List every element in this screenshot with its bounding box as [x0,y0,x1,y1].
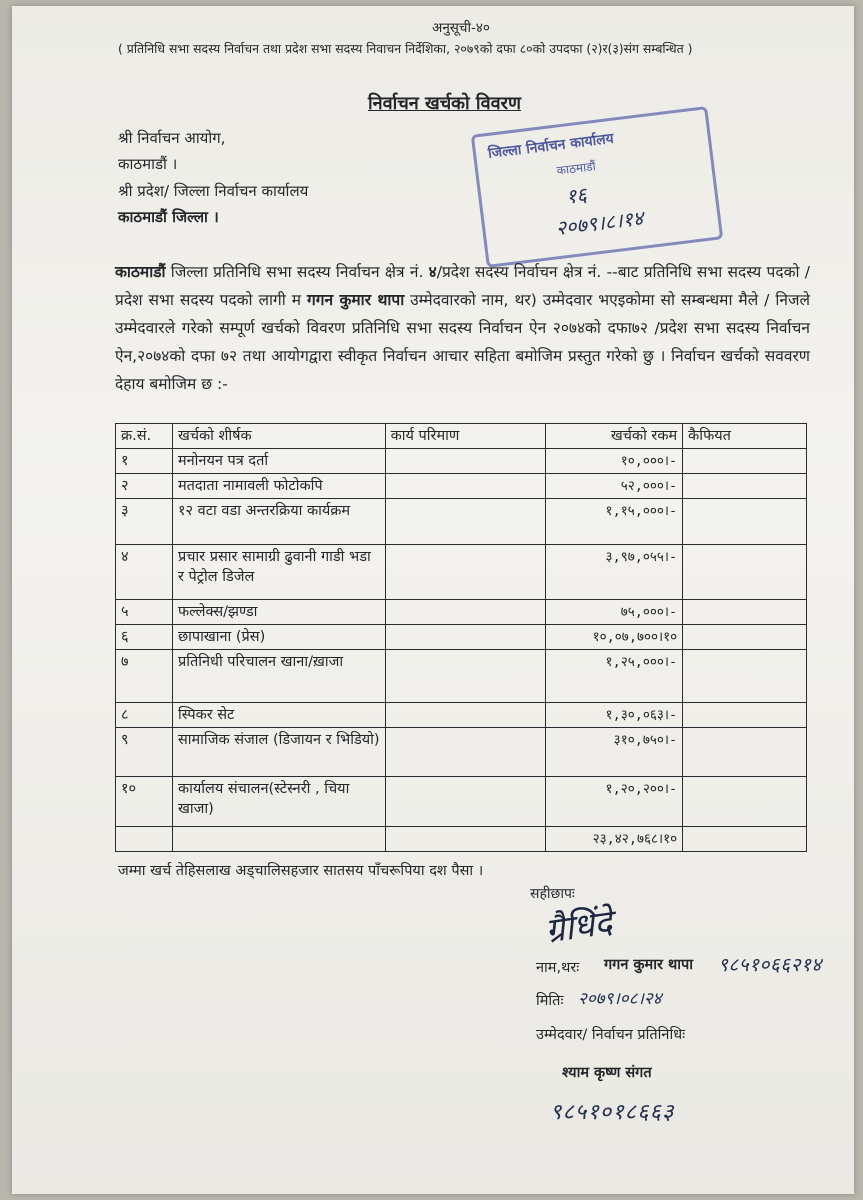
total-amount: २३,४२,७६८।१० [546,827,683,852]
table-row [116,600,807,625]
row-remarks [683,728,807,777]
annex-label: अनुसूची-४० [432,20,490,36]
representative-phone: ९८५१०१८६६३ [550,1100,675,1125]
table-row [116,625,807,650]
row-remarks [683,600,807,625]
row-sn: ३ [116,499,173,545]
table-row [116,703,807,728]
row-sn: २ [116,474,173,499]
row-title: प्रचार प्रसार सामाग्री ढुवानी गाडी भडा र पेट्रोल डिजेल [172,545,385,600]
row-sn: ८ [116,703,173,728]
table-row [116,728,807,777]
district-name: काठमाडौं [115,263,166,281]
row-amount: १,२५,०००।- [546,650,683,703]
row-quantity [385,777,546,827]
address-line-4: काठमाडौं जिल्ला । [118,208,219,226]
table-row [116,545,807,600]
table-row [116,474,807,499]
row-amount: ५२,०००।- [546,474,683,499]
row-sn: ९ [116,728,173,777]
expense-table [115,423,807,852]
row-amount: १,२०,२००।- [546,777,683,827]
row-title: १२ वटा वडा अन्तरक्रिया कार्यक्रम [172,499,385,545]
row-title: मनोनयन पत्र दर्ता [172,449,385,474]
row-quantity [385,449,546,474]
row-remarks [683,777,807,827]
address-line-2: काठमाडौं । [118,155,178,173]
name-label: नाम,थरः [536,960,580,976]
row-amount: १०,०७,७००।१० [546,625,683,650]
paragraph-text-3: उम्मेदवारको नाम, थर) उम्मेदवार भएइकोमा सो सम्बन्धमा मैले / निजले उम्मेदवारले गरेको सम्पूर्ण खर्चको विवरण प्रतिनिधि सभा सदस्य निर्वाचन ऐन २०७४को दफा७२ /प्रदेश सभा सदस्य निर्वाचन ऐन,२०७४को दफा ७२ तथा आयोगद्वारा स्वीकृत निर्वाचन आचार सहिता बमोजिम प्रस्तुत गरेको छु । निर्वाचन खर्चको सववरण देहाय बमोजिम छ :- [115,291,810,393]
row-amount: १,१५,०००।- [546,499,683,545]
stamp-number: १६ [564,182,589,209]
row-title: कार्यालय संचालन(स्टेस्नरी , चिया खाजा) [172,777,385,827]
row-title: छापाखाना (प्रेस) [172,625,385,650]
row-quantity [385,728,546,777]
row-sn: ५ [116,600,173,625]
date-label: मितिः [536,993,564,1009]
total-empty-cell [683,827,807,852]
table-total-row [116,827,807,852]
representative-name: श्याम कृष्ण संगत [562,1065,652,1081]
row-quantity [385,625,546,650]
row-sn: ७ [116,650,173,703]
row-quantity [385,703,546,728]
signature-label: सहीछापः [530,886,575,902]
table-row [116,449,807,474]
row-remarks [683,499,807,545]
signer-name: गगन कुमार थापा [604,957,693,973]
row-amount: १,३०,०६३।- [546,703,683,728]
row-quantity [385,474,546,499]
header-amount: खर्चको रकम [546,424,683,449]
row-quantity [385,545,546,600]
paragraph-text-2: /प्रदेश सदस्य निर्वाचन क्षेत्र नं. --बाट प्रतिनिधि सभा सदस्य पदको / प्रदेश सभा सदस्य पदको लागी म [115,263,810,309]
signer-phone: ९८५१०६६२१४ [718,954,822,976]
row-title: फल्लेक्स/झण्डा [172,600,385,625]
row-sn: १ [116,449,173,474]
row-remarks [683,474,807,499]
row-sn: ४ [116,545,173,600]
constituency-number: ४ [428,263,437,281]
row-quantity [385,600,546,625]
total-empty-cell [116,827,173,852]
address-line-1: श्री निर्वाचन आयोग, [118,129,226,147]
row-quantity [385,499,546,545]
row-title: स्पिकर सेट [172,703,385,728]
total-empty-cell [172,827,385,852]
row-remarks [683,449,807,474]
reference-text: ( प्रतिनिधि सभा सदस्य निर्वाचन तथा प्रदेश सभा सदस्य निवाचन निर्देशिका, २०७९को दफा ८०को उपदफा (२)र(३)संग सम्बन्धित ) [118,41,693,56]
row-amount: १०,०००।- [546,449,683,474]
row-amount: ३१०,७५०।- [546,728,683,777]
header-quantity: कार्य परिमाण [385,424,546,449]
table-row [116,650,807,703]
signed-date: २०७९।०८।२४ [578,989,662,1009]
declaration-paragraph [115,258,810,398]
signature-mark: ग्रैधिंदे [542,902,615,952]
stamp-location: काठमाडौं [555,159,597,178]
candidate-name: गगन कुमार थापा [307,291,405,309]
table-header-row [116,424,807,449]
row-quantity [385,650,546,703]
table-row [116,499,807,545]
row-sn: १० [116,777,173,827]
header-title: खर्चको शीर्षक [172,424,385,449]
stamp-date: २०७९।८।१४ [554,205,645,241]
row-title: मतदाता नामावली फोटोकपि [172,474,385,499]
header-remarks: कैफियत [683,424,807,449]
row-remarks [683,625,807,650]
row-sn: ६ [116,625,173,650]
row-amount: ३,९७,०५५।- [546,545,683,600]
page-title: निर्वाचन खर्चको विवरण [368,93,521,114]
paragraph-text-1: जिल्ला प्रतिनिधि सभा सदस्य निर्वाचन क्षेत्र नं. [165,263,429,281]
total-empty-cell [385,827,546,852]
row-title: सामाजिक संजाल (डिजायन र भिडियो) [172,728,385,777]
address-line-3: श्री प्रदेश/ जिल्ला निर्वाचन कार्यालय [118,182,309,200]
row-amount: ७५,०००।- [546,600,683,625]
header-sn: क्र.सं. [116,424,173,449]
row-remarks [683,545,807,600]
stamp-office: जिल्ला निर्वाचन कार्यालय [487,130,615,162]
row-remarks [683,703,807,728]
row-title: प्रतिनिधी परिचालन खाना/ख़ाजा [172,650,385,703]
row-remarks [683,650,807,703]
total-in-words: जम्मा खर्च तेहिसलाख अड्चालिसहजार सातसय पाँचरूपिया दश पैसा । [118,863,484,879]
representative-label: उम्मेदवार/ निर्वाचन प्रतिनिधिः [536,1027,686,1043]
table-row [116,777,807,827]
